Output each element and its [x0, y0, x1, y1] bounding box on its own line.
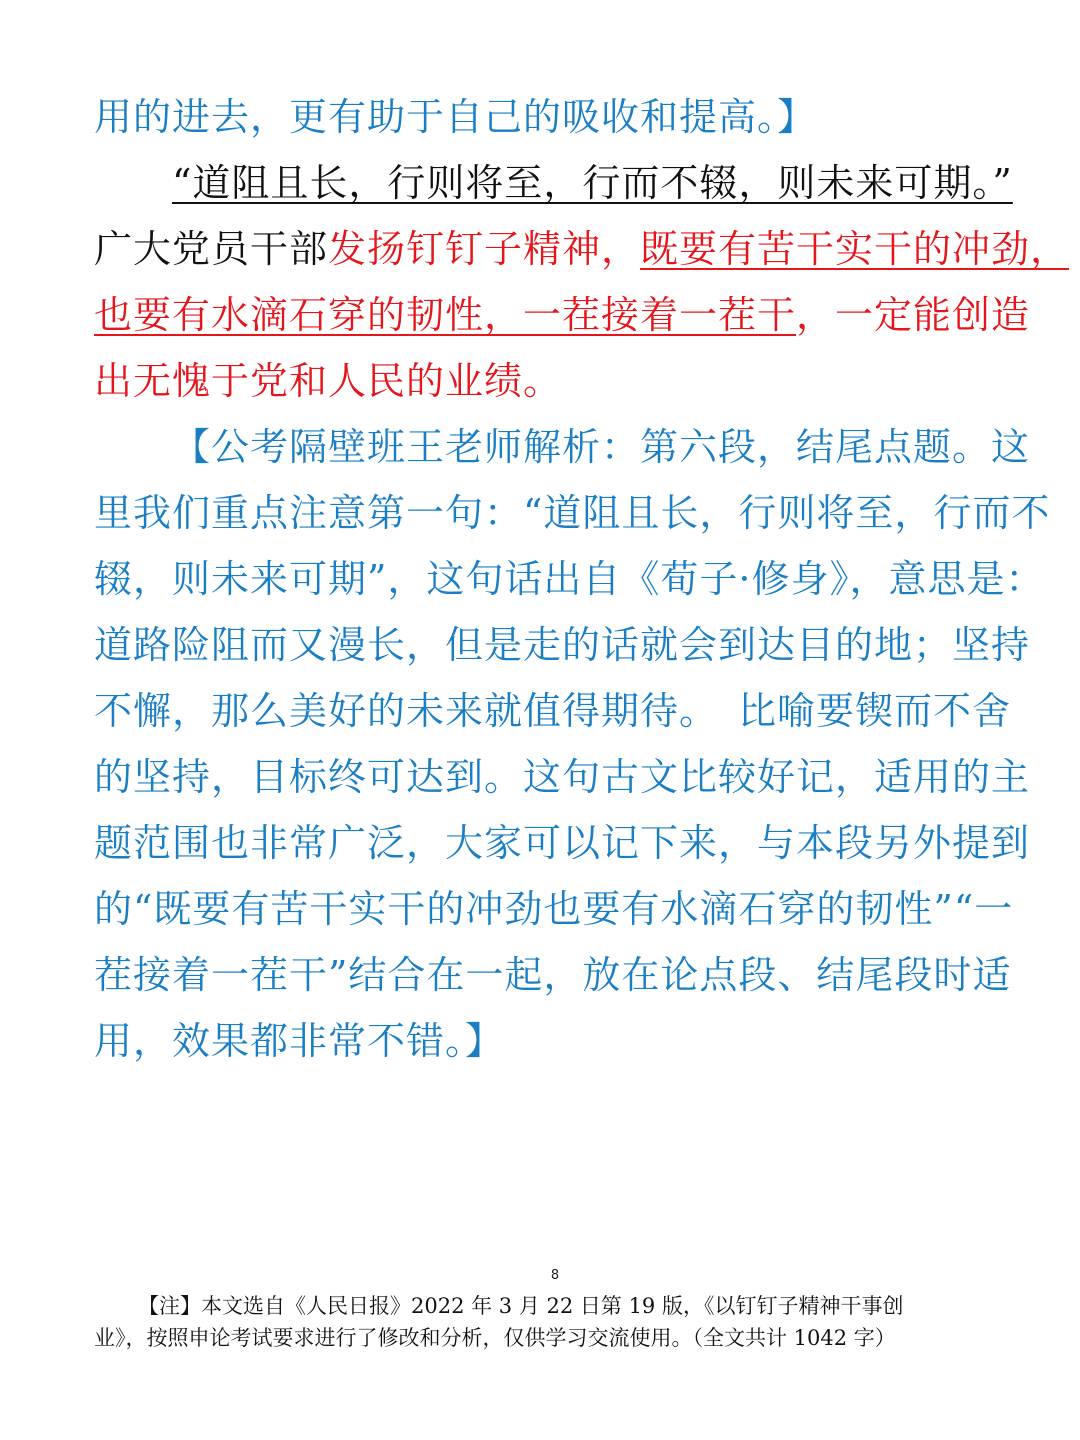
- text-line: [94, 282, 1031, 348]
- footnote-line: 业》，按照申论考试要求进行了修改和分析，仅供学习交流使用。（全文共计 1042 字）: [94, 1326, 896, 1350]
- text-red: 发扬钉钉子精神，: [328, 227, 641, 271]
- page-number: 8: [550, 1268, 560, 1283]
- text-line: 题范围也非常广泛，大家可以记下来，与本段另外提到: [94, 821, 1031, 865]
- paragraph-main-text: [94, 150, 1070, 414]
- text-line: 不懈，那么美好的未来就值得期待。 比喻要锲而不舍: [94, 689, 1012, 733]
- paragraph-analysis-end: [94, 84, 994, 150]
- text-line: 里我们重点注意第一句：“道阻且长，行则将至，行而不: [94, 491, 1051, 535]
- text-line: 的“既要有苦干实干的冲劲也要有水滴石穿的韧性”“一: [94, 887, 1014, 931]
- text-line: 的坚持，目标终可达到。这句古文比较好记，适用的主: [94, 755, 1031, 799]
- text-line: 【公考隔壁班王老师解析：第六段，结尾点题。这: [172, 425, 1031, 469]
- text-line: [94, 216, 1070, 282]
- text-line: 道路险阻而又漫长，但是走的话就会到达目的地；坚持: [94, 623, 1031, 667]
- text-line: 出无愧于党和人民的业绩。: [94, 359, 563, 403]
- footnote-line: 【注】本文选自《人民日报》2022 年 3 月 22 日第 19 版，《以钉钉子精神干事创: [138, 1294, 904, 1318]
- text-line: 用，效果都非常不错。】: [94, 1019, 505, 1063]
- text-red-underlined: 也要有水滴石穿的韧性，一茬接着一茬干: [94, 293, 797, 337]
- quote-line: [94, 150, 1013, 216]
- paragraph-analysis: [94, 414, 1051, 1074]
- text-line: 辍，则未来可期”，这句话出自《荀子·修身》，意思是：: [94, 557, 1045, 601]
- quote-text: “道阻且长，行则将至，行而不辍，则未来可期。”: [172, 161, 1013, 205]
- text-red-underlined: 既要有苦干实干的冲劲，: [640, 227, 1070, 271]
- text-red: ，一定能创造: [796, 293, 1031, 337]
- footnote: [94, 1290, 1004, 1354]
- text-black: 广大党员干部: [94, 227, 329, 271]
- text-line: 用的进去，更有助于自己的吸收和提高。】: [94, 95, 817, 139]
- text-line: 茬接着一茬干”结合在一起，放在论点段、结尾段时适: [94, 953, 1012, 997]
